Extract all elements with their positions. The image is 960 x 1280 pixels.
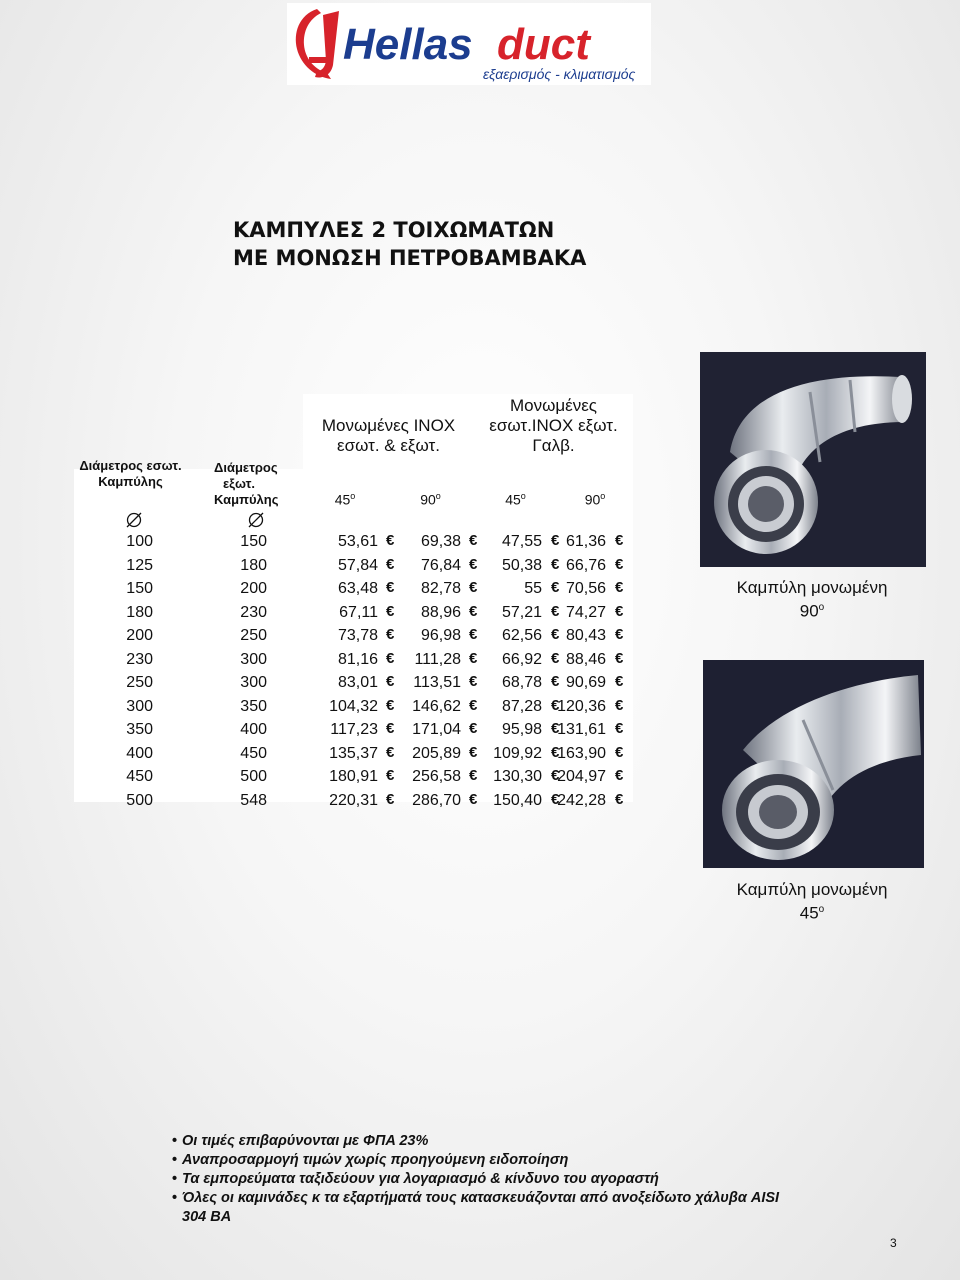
price-cell: 47,55 xyxy=(501,533,542,550)
price-cell: 120,36 xyxy=(557,697,606,715)
price-cell: 104,32 xyxy=(329,697,378,715)
price-cell: 111,28 xyxy=(414,650,461,668)
terms-notes xyxy=(172,1132,782,1227)
company-logo xyxy=(287,3,651,85)
price-cell: 50,38 xyxy=(501,556,542,574)
inner-diameter-cell: 250 xyxy=(126,674,153,691)
page-title-line1: ΚΑΜΠΥΛΕΣ 2 ΤΟΙΧΩΜΑΤΩΝ xyxy=(233,218,555,242)
euro-icon: € xyxy=(469,579,478,596)
euro-icon: € xyxy=(615,579,624,596)
price-cell: 220,31 xyxy=(329,791,378,809)
euro-icon: € xyxy=(469,626,478,643)
price-cell: 66,76 xyxy=(565,556,606,574)
price-cell: 95,98 xyxy=(501,721,542,738)
euro-icon: € xyxy=(469,790,478,808)
price-cell: 135,37 xyxy=(329,744,378,762)
inner-diameter-cell: 400 xyxy=(126,744,153,762)
note-item: • Τα εμπορεύματα ταξιδεύουν για λογαριασμό & κίνδυνο του αγοραστή xyxy=(172,1171,659,1187)
note-item: • Αναπροσαρμογή τιμών χωρίς προηγούμενη ειδοποίηση xyxy=(172,1152,569,1168)
angle-header-2: 45$^o$ xyxy=(505,491,526,508)
euro-icon: € xyxy=(551,720,560,737)
page-number: 3 xyxy=(890,1236,897,1250)
inner-diameter-cell: 450 xyxy=(126,768,153,785)
euro-icon: € xyxy=(386,790,395,808)
price-cell: 80,43 xyxy=(565,627,606,644)
euro-icon: € xyxy=(551,532,560,549)
euro-icon: € xyxy=(469,532,478,549)
euro-icon: € xyxy=(386,696,395,714)
outer-diameter-cell: 300 xyxy=(240,650,267,668)
euro-icon: € xyxy=(469,649,478,667)
euro-icon: € xyxy=(615,743,624,761)
euro-icon: € xyxy=(469,555,478,573)
euro-icon: € xyxy=(551,767,560,784)
price-cell: 76,84 xyxy=(420,556,461,574)
outer-diameter-cell: 180 xyxy=(240,556,267,574)
price-cell: 96,98 xyxy=(420,627,461,644)
price-cell: 74,27 xyxy=(565,603,606,621)
euro-icon: € xyxy=(615,790,624,808)
euro-icon: € xyxy=(386,602,395,620)
euro-icon: € xyxy=(386,720,395,737)
euro-icon: € xyxy=(386,579,395,596)
euro-icon: € xyxy=(551,555,560,573)
euro-icon: € xyxy=(615,555,624,573)
price-cell: 113,51 xyxy=(413,674,461,691)
euro-icon: € xyxy=(551,602,560,620)
price-cell: 70,56 xyxy=(565,580,606,597)
price-cell: 55 xyxy=(524,580,542,597)
euro-icon: € xyxy=(469,602,478,620)
euro-icon: € xyxy=(551,649,560,667)
price-cell: 53,61 xyxy=(337,533,378,550)
euro-icon: € xyxy=(615,602,624,620)
price-cell: 61,36 xyxy=(565,533,606,550)
price-cell: 68,78 xyxy=(501,674,542,691)
angle-header-0: 45$^o$ xyxy=(334,491,356,508)
price-cell: 88,46 xyxy=(565,650,606,668)
inner-diameter-cell: 180 xyxy=(126,603,153,621)
price-cell: 88,96 xyxy=(420,603,461,621)
price-cell: 286,70 xyxy=(412,791,461,809)
euro-icon: € xyxy=(469,720,478,737)
euro-icon: € xyxy=(469,743,478,761)
price-cell: 242,28 xyxy=(557,791,606,809)
outer-diameter-cell: 230 xyxy=(240,603,267,621)
insulated-elbow-90-photo xyxy=(700,352,926,567)
price-cell: 57,84 xyxy=(337,556,378,574)
note-item: • Όλες οι καμινάδες κ τα εξαρτήματά τους κατασκευάζονται από ανοξείδωτο χάλυβα AISI 304 BA xyxy=(172,1190,780,1225)
inner-diameter-cell: 150 xyxy=(126,580,153,597)
price-cell: 81,16 xyxy=(337,650,378,668)
caption-elbow-90: Καμπύλη μονωμένη 90$^o$ xyxy=(736,578,888,621)
euro-icon: € xyxy=(615,532,624,549)
price-cell: 171,04 xyxy=(412,721,461,738)
price-cell: 67,11 xyxy=(339,603,378,621)
note-item: • Οι τιμές επιβαρύνονται με ΦΠΑ 23% xyxy=(172,1133,429,1149)
outer-diameter-cell: 200 xyxy=(240,580,267,597)
price-cell: 66,92 xyxy=(501,650,542,668)
price-cell: 82,78 xyxy=(420,580,461,597)
price-cell: 57,21 xyxy=(501,603,542,621)
diameter-icon xyxy=(126,512,142,528)
euro-icon: € xyxy=(551,743,560,761)
price-cell: 150,40 xyxy=(493,791,542,809)
euro-icon: € xyxy=(615,649,624,667)
inner-diameter-cell: 100 xyxy=(126,533,153,550)
logo-brand-hellas: Hellas xyxy=(343,20,473,69)
inner-diameter-cell: 300 xyxy=(126,697,153,715)
euro-icon: € xyxy=(615,720,624,737)
inner-diameter-cell: 200 xyxy=(126,627,153,644)
euro-icon: € xyxy=(551,626,560,643)
price-table xyxy=(74,394,633,809)
angle-header-1: 90$^o$ xyxy=(420,491,441,508)
price-cell: 90,69 xyxy=(565,674,606,691)
price-cell: 63,48 xyxy=(337,580,378,597)
euro-icon: € xyxy=(615,626,624,643)
price-cell: 131,61 xyxy=(557,721,606,738)
outer-diameter-cell: 450 xyxy=(240,744,267,762)
price-cell: 146,62 xyxy=(412,697,461,715)
euro-icon: € xyxy=(386,626,395,643)
col-inner-diameter-header: Διάμετρος εσωτ. Καμπύλης xyxy=(79,458,182,489)
inner-diameter-cell: 230 xyxy=(126,650,153,668)
euro-icon: € xyxy=(469,696,478,714)
page-title-line2: ΜΕ ΜΟΝΩΣΗ ΠΕΤΡΟΒΑΜΒΑΚΑ xyxy=(233,246,587,270)
euro-icon: € xyxy=(551,790,560,808)
euro-icon: € xyxy=(551,579,560,596)
logo-tagline: εξαερισμός - κλιματισμός xyxy=(483,66,636,82)
price-cell: 163,90 xyxy=(557,744,606,762)
euro-icon: € xyxy=(386,767,395,784)
inner-diameter-cell: 350 xyxy=(126,721,153,738)
price-cell: 69,38 xyxy=(420,533,461,550)
group-inox-galv-header: Μονωμένες εσωτ.INOX εξωτ. Γαλβ. xyxy=(489,396,618,455)
euro-icon: € xyxy=(469,673,478,690)
outer-diameter-cell: 400 xyxy=(240,721,267,738)
price-cell: 204,97 xyxy=(557,768,606,785)
price-cell: 117,23 xyxy=(330,721,378,738)
diameter-icon xyxy=(248,512,264,528)
euro-icon: € xyxy=(386,532,395,549)
euro-icon: € xyxy=(386,555,395,573)
col-outer-diameter-header: Διάμετρος εξωτ. Καμπύλης xyxy=(214,460,279,507)
euro-icon: € xyxy=(469,767,478,784)
inner-diameter-cell: 500 xyxy=(126,791,153,809)
outer-diameter-cell: 548 xyxy=(240,791,267,809)
price-cell: 87,28 xyxy=(501,697,542,715)
outer-diameter-cell: 350 xyxy=(240,697,267,715)
insulated-elbow-45-photo xyxy=(703,660,924,868)
euro-icon: € xyxy=(386,673,395,690)
price-cell: 205,89 xyxy=(412,744,461,762)
outer-diameter-cell: 250 xyxy=(240,627,267,644)
caption-elbow-45: Καμπύλη μονωμένη 45$^o$ xyxy=(736,880,888,923)
euro-icon: € xyxy=(551,673,560,690)
angle-header-3: 90$^o$ xyxy=(584,491,606,508)
logo-brand-duct: duct xyxy=(497,20,590,69)
euro-icon: € xyxy=(615,673,624,690)
euro-icon: € xyxy=(615,767,624,784)
euro-icon: € xyxy=(386,649,395,667)
angle-row-background xyxy=(303,460,633,469)
outer-diameter-cell: 150 xyxy=(240,533,267,550)
price-cell: 130,30 xyxy=(493,768,542,785)
price-cell: 109,92 xyxy=(493,744,542,762)
page-title xyxy=(233,216,586,272)
price-cell: 256,58 xyxy=(412,768,461,785)
price-cell: 62,56 xyxy=(501,627,542,644)
outer-diameter-cell: 500 xyxy=(240,768,267,785)
euro-icon: € xyxy=(615,696,624,714)
euro-icon: € xyxy=(551,696,560,714)
group-inox-inner-outer-header: Μονωμένες INOX εσωτ. & εξωτ. xyxy=(321,416,456,455)
price-cell: 180,91 xyxy=(329,768,378,785)
price-cell: 73,78 xyxy=(337,627,378,644)
inner-diameter-cell: 125 xyxy=(126,556,153,574)
outer-diameter-cell: 300 xyxy=(240,674,267,691)
price-cell: 83,01 xyxy=(337,674,378,691)
euro-icon: € xyxy=(386,743,395,761)
